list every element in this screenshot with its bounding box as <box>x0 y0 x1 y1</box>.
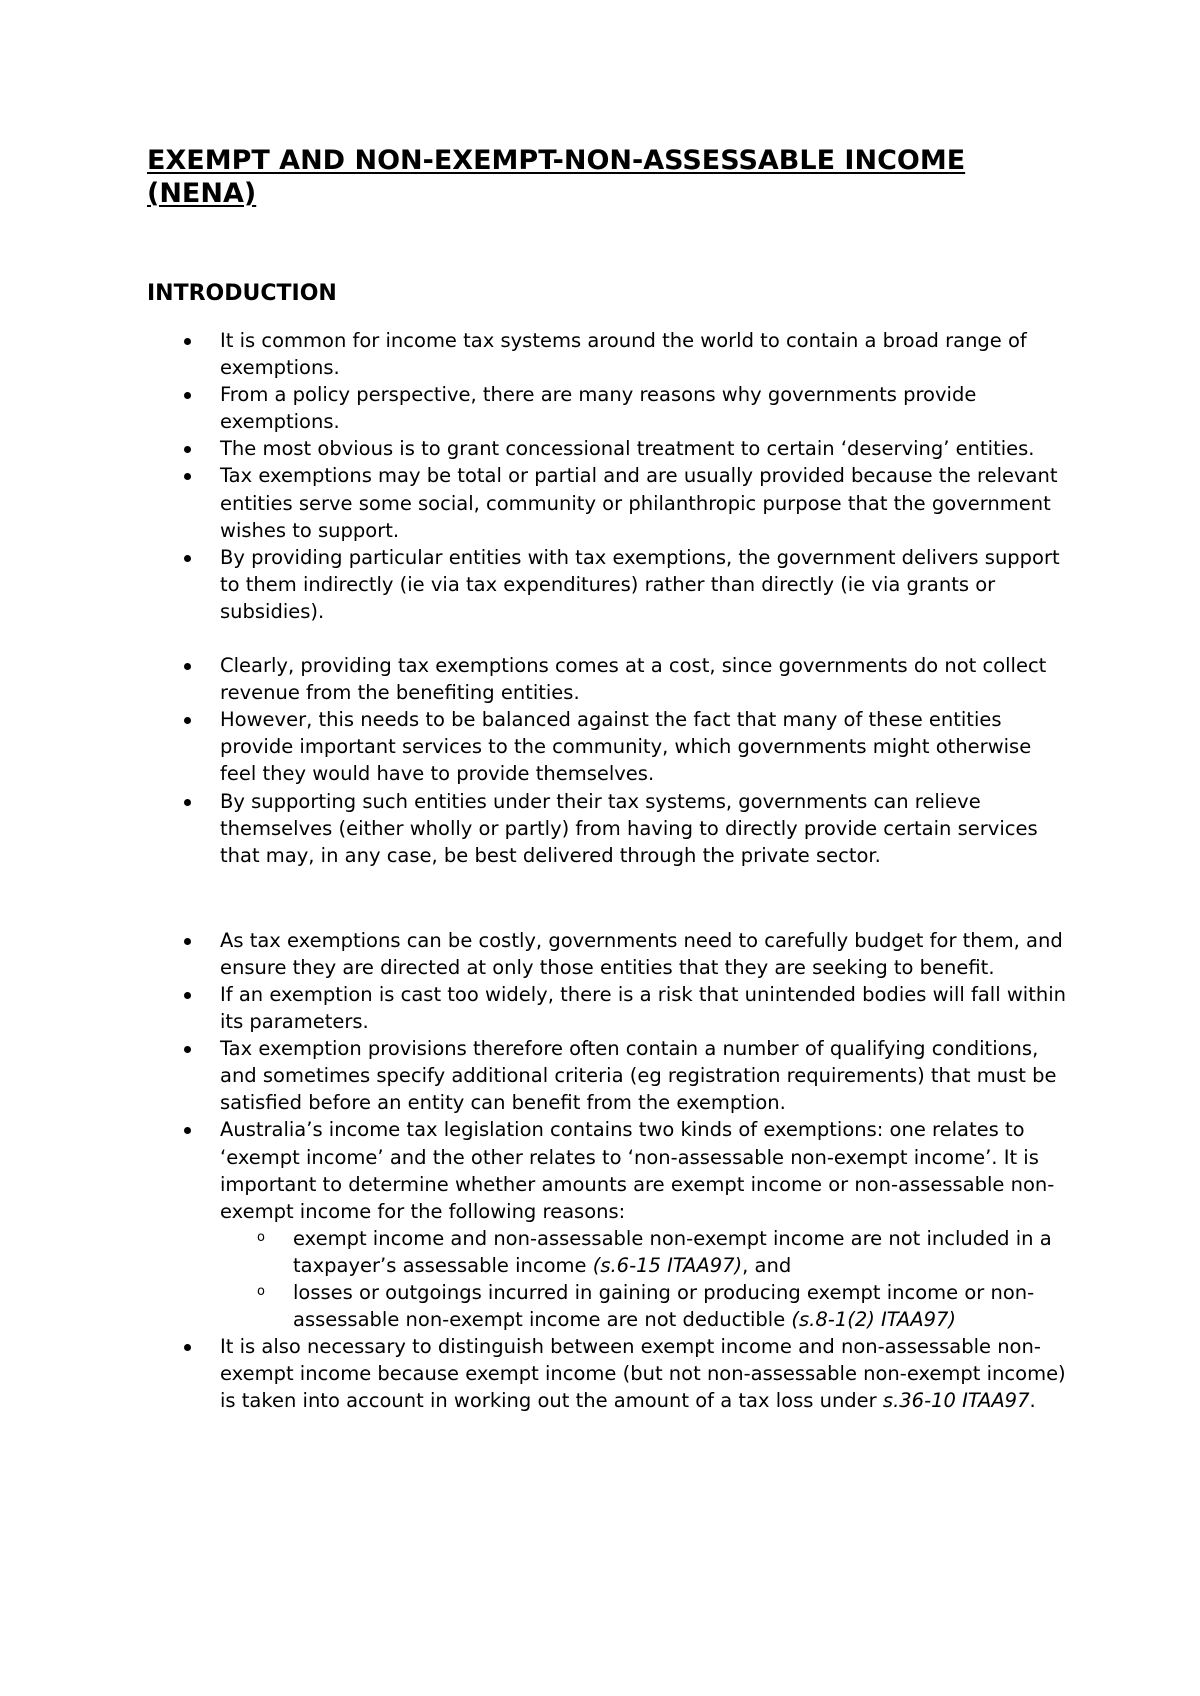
bullet-icon <box>184 555 191 562</box>
list-item-text: Tax exemption provisions therefore often contain a number of qualifying conditions, and sometimes specify additional criteria (eg registration requirements) that must be satisfied before an entity can benefit from the exemption. <box>220 1037 1057 1115</box>
bullet-icon <box>184 717 191 724</box>
list-item <box>147 1035 1067 1116</box>
list-item-text: Clearly, providing tax exemptions comes at a cost, since governments do not collect revenue from the benefiting entities. <box>220 654 1047 705</box>
bullet-icon <box>184 938 191 945</box>
list-item-text: From a policy perspective, there are many reasons why governments provide exemptions. <box>220 383 977 434</box>
list-item <box>147 381 1067 435</box>
sub-bullet-list <box>220 1225 1067 1333</box>
list-item <box>147 652 1067 706</box>
list-item-text: Tax exemptions may be total or partial and are usually provided because the relevant entities serve some social, community or philanthropic purpose that the government wishes to support. <box>220 464 1058 542</box>
bullet-icon <box>184 1344 191 1351</box>
list-item-text: As tax exemptions can be costly, governments need to carefully budget for them, and ensure they are directed at only those entities that they are seeking to benefit. <box>220 928 1063 979</box>
list-item-text: However, this needs to be balanced against the fact that many of these entities provide important services to the community, which governments might otherwise feel they would have to provide themselves. <box>220 708 1032 786</box>
legislation-citation: (s.8-1(2) ITAA97) <box>791 1308 957 1332</box>
bullet-icon <box>184 992 191 999</box>
sub-list-item <box>220 1225 1067 1279</box>
list-item <box>147 1333 1067 1414</box>
circle-bullet-icon: o <box>257 1229 265 1245</box>
list-item <box>147 927 1067 981</box>
bullet-icon <box>184 446 191 453</box>
list-item <box>147 706 1067 787</box>
list-item <box>147 981 1067 1035</box>
section-heading-introduction: INTRODUCTION <box>147 281 337 306</box>
sub-list-item-text: exempt income and non-assessable non-exempt income are not included in a taxpayer’s assessable income <box>293 1226 1052 1277</box>
legislation-citation: s.36-10 ITAA97 <box>882 1389 1030 1413</box>
bullet-icon <box>184 392 191 399</box>
list-item-text: If an exemption is cast too widely, there is a risk that unintended bodies will fall within its parameters. <box>220 982 1066 1034</box>
sub-list-item <box>220 1279 1067 1333</box>
list-item <box>147 544 1067 625</box>
list-item <box>147 462 1067 543</box>
list-item <box>147 788 1067 869</box>
bullet-icon <box>184 799 191 806</box>
bullet-icon <box>184 338 191 345</box>
list-item-text: It is common for income tax systems around the world to contain a broad range of exemptions. <box>220 329 1027 380</box>
list-item <box>147 1116 1067 1333</box>
document-title: EXEMPT AND NON-EXEMPT-NON-ASSESSABLE INCOME (NENA) <box>147 145 966 209</box>
sub-list-item-text: losses or outgoings incurred in gaining or producing exempt income or non-assessable non-exempt income are not deductible <box>293 1281 1035 1332</box>
list-item-text: It is also necessary to distinguish between exempt income and non-assessable non-exempt income because exempt income (but not non-assessable non-exempt income) is taken into account in working out the amount of a tax loss under <box>220 1335 1066 1413</box>
list-item-tail: . <box>1029 1389 1036 1413</box>
bullet-icon <box>184 1127 191 1134</box>
list-item <box>147 435 1067 462</box>
list-item-text: Australia’s income tax legislation contains two kinds of exemptions: one relates to ‘exempt income’ and the other relates to ‘non-assessable non-exempt income’. It is important to determine whether amounts are exempt income or non-assessable non-exempt income for the following reasons: <box>220 1118 1055 1223</box>
legislation-citation: (s.6-15 ITAA97) <box>592 1253 743 1277</box>
bullet-icon <box>184 1046 191 1053</box>
list-item <box>147 327 1067 381</box>
sub-list-item-tail: , and <box>742 1253 792 1277</box>
circle-bullet-icon: o <box>257 1284 265 1299</box>
list-item-text: The most obvious is to grant concessional treatment to certain ‘deserving’ entities. <box>220 437 1035 461</box>
bullet-icon <box>184 473 191 480</box>
list-item-text: By supporting such entities under their tax systems, governments can relieve themselves (either wholly or partly) from having to directly provide certain services that may, in any case, be best delivered through the private sector. <box>220 789 1038 867</box>
bullet-list <box>147 327 1067 1414</box>
bullet-icon <box>184 663 191 670</box>
list-item-text: By providing particular entities with tax exemptions, the government delivers support to them indirectly (ie via tax expenditures) rather than directly (ie via grants or subsidies). <box>220 545 1060 623</box>
